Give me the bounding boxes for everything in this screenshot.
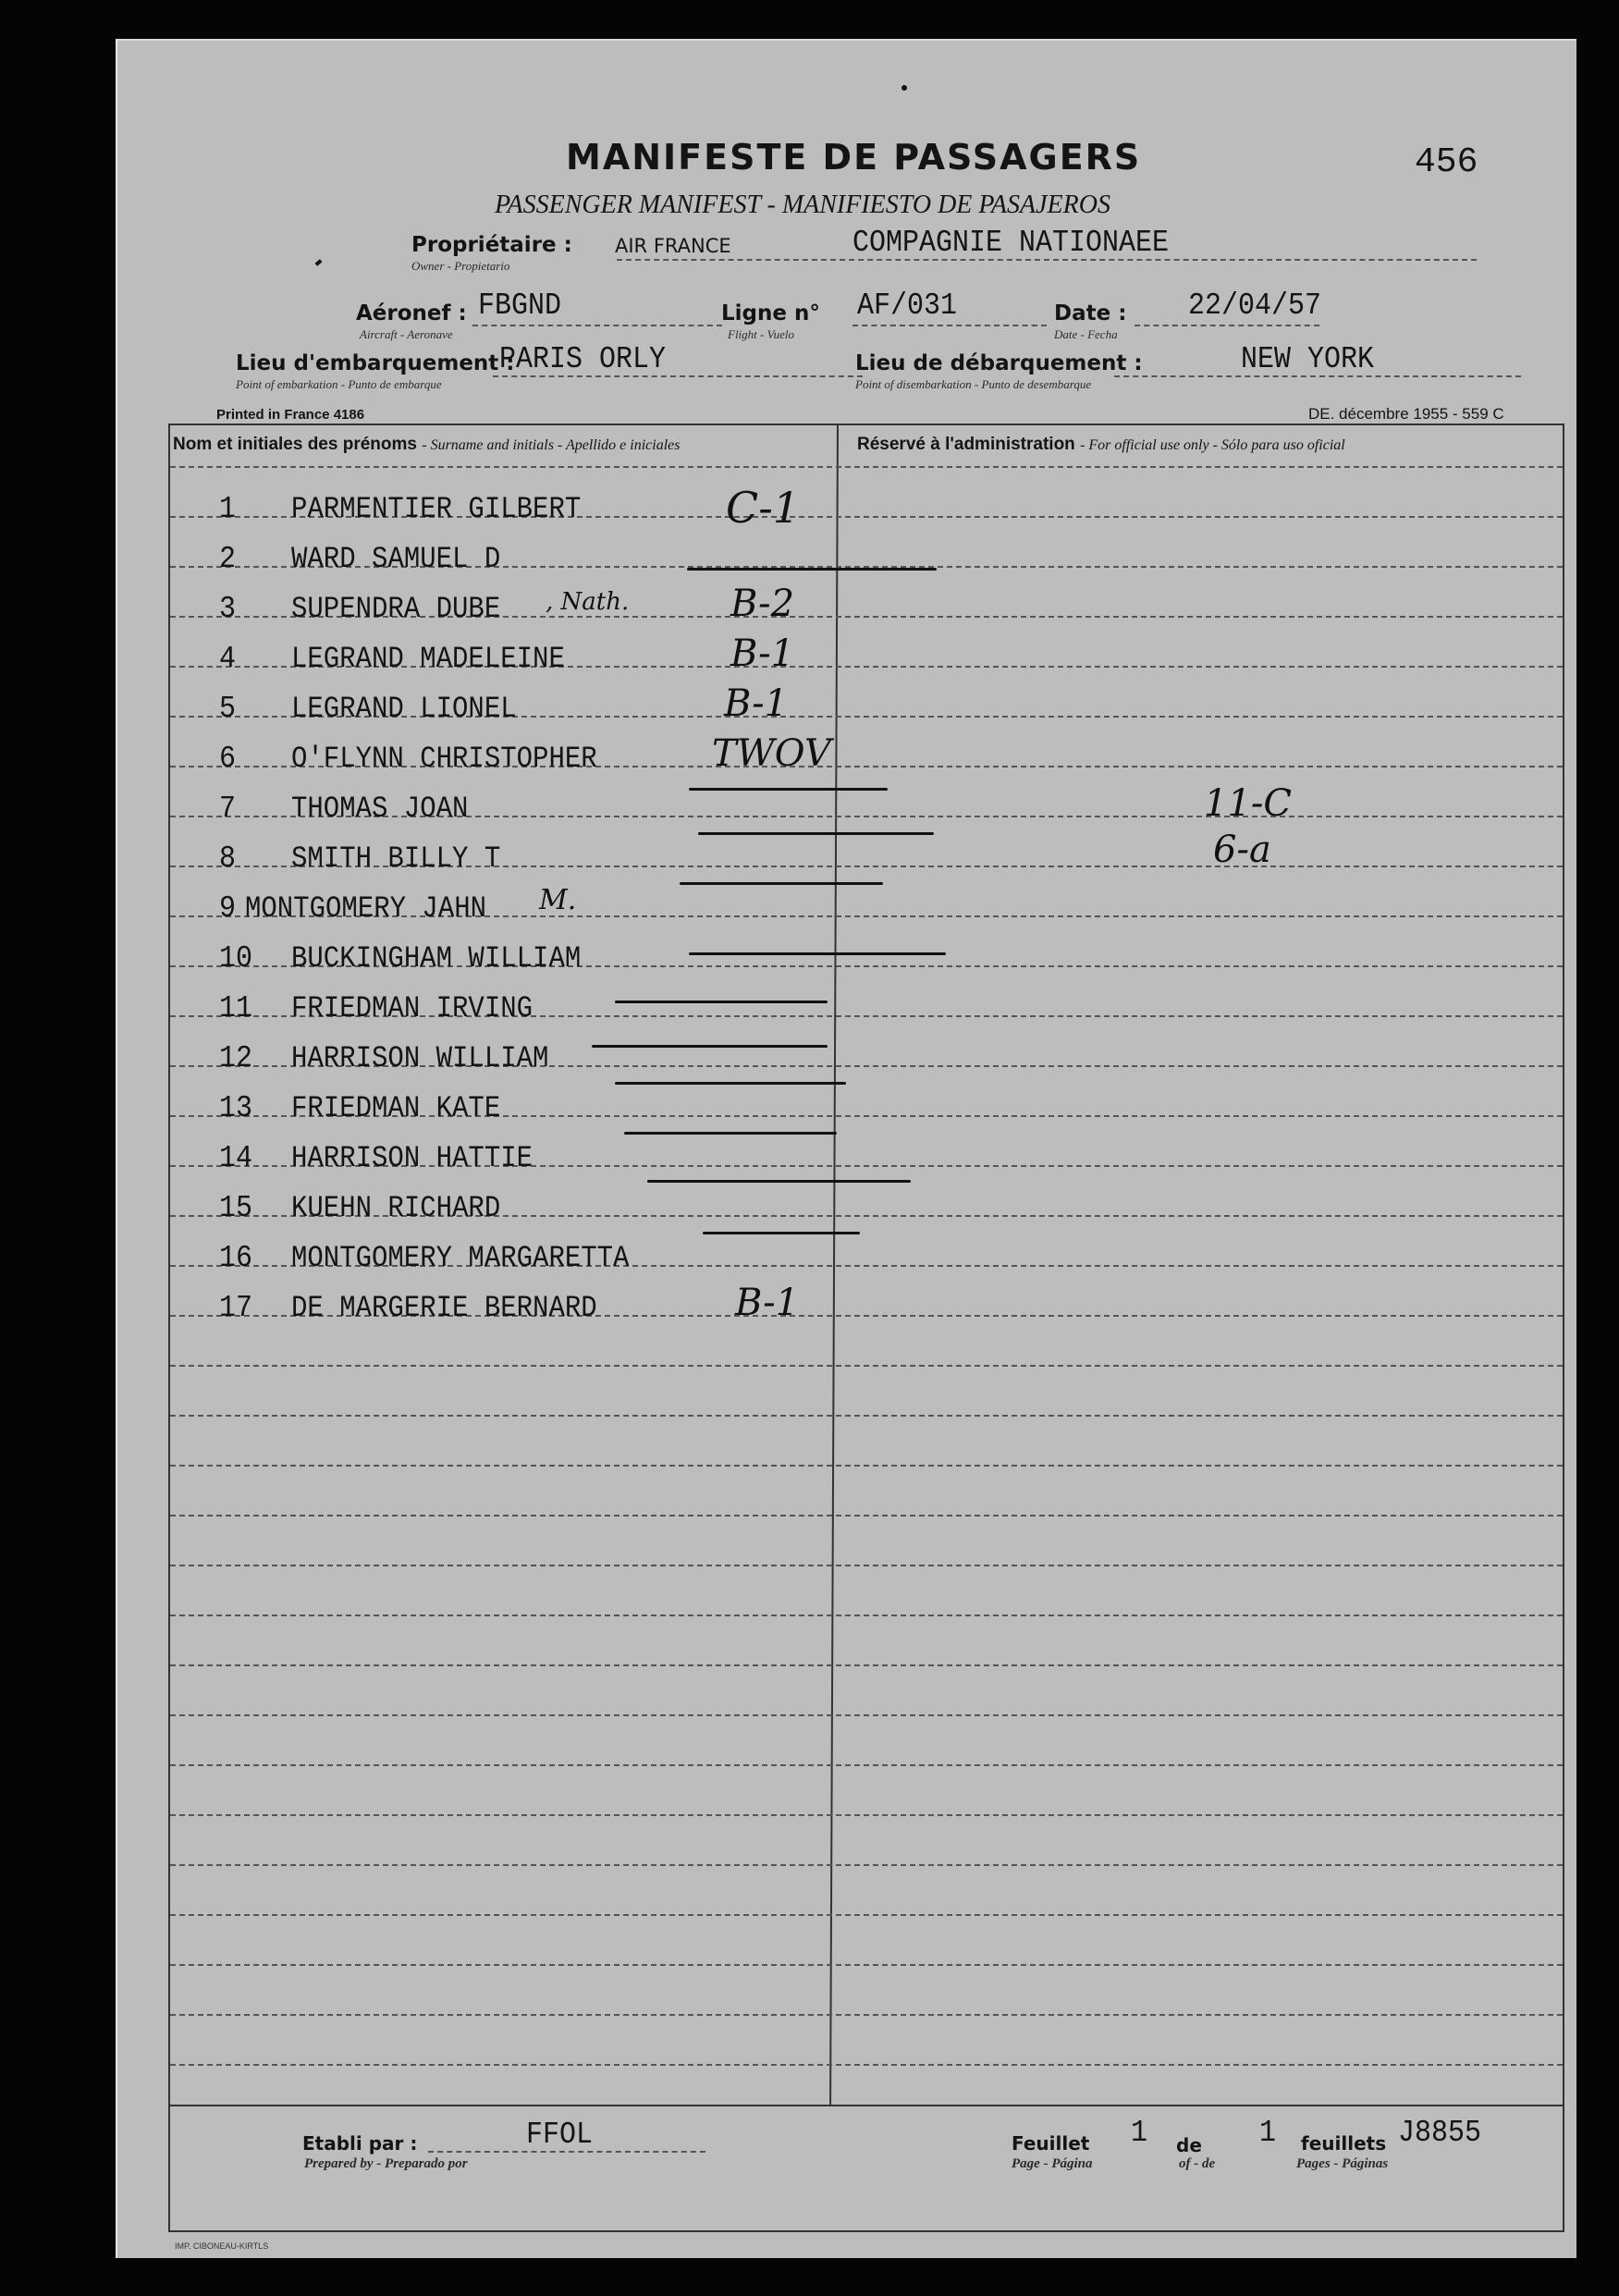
passenger-row: [171, 1282, 1556, 1332]
disembarkation-dotted-line: [1114, 375, 1521, 377]
passenger-row: [171, 583, 1556, 632]
row-number: 7: [219, 792, 237, 828]
ruled-line: [170, 1814, 1563, 1816]
page-stamp-number: 456: [1415, 142, 1478, 182]
row-number: 15: [219, 1191, 253, 1227]
flight-value: AF/031: [857, 289, 958, 325]
handwritten-dash: [689, 788, 888, 791]
handwritten-class: B-1: [730, 632, 795, 675]
date-label-sub: Date - Fecha: [1054, 327, 1118, 341]
flight-label: Ligne n°: [721, 301, 820, 325]
passenger-name: KUEHN RICHARD: [291, 1191, 501, 1225]
disembarkation-value: NEW YORK: [1241, 342, 1375, 378]
aircraft-dotted-line: [472, 325, 722, 326]
handwritten-dash: [680, 882, 883, 885]
prepared-label: Etabli par :: [302, 2132, 418, 2155]
row-number: 10: [219, 941, 253, 977]
printer-note: Printed in France 4186: [216, 407, 365, 423]
handwritten-class: C-1: [726, 483, 801, 533]
row-number: 6: [219, 742, 237, 778]
passenger-row: [171, 632, 1556, 682]
prepared-label-sub: Prepared by - Preparado por: [304, 2156, 468, 2171]
row-number: 11: [219, 991, 253, 1027]
col-name-header-rest: - Surname and initials - Apellido e iniciales: [422, 437, 681, 453]
col-admin-header: [857, 435, 1345, 455]
ruled-line: [170, 1515, 1563, 1516]
date-dotted-line: [1135, 325, 1319, 326]
passenger-name: SUPENDRA DUBE: [291, 592, 501, 626]
handwritten-dash: [615, 1082, 846, 1085]
row-number: 1: [219, 492, 237, 528]
table-right-border: [1563, 424, 1564, 2232]
passenger-name: HARRISON HATTIE: [291, 1141, 534, 1175]
of-label: de: [1176, 2134, 1202, 2156]
passenger-row: [171, 1082, 1556, 1132]
ruled-line: [170, 1714, 1563, 1716]
passenger-row: [171, 1232, 1556, 1282]
ruled-line: [170, 1864, 1563, 1866]
passenger-row: [171, 782, 1556, 832]
passenger-row: [171, 932, 1556, 982]
row-number: 2: [219, 542, 237, 578]
aircraft-label: Aéronef :: [356, 301, 467, 325]
disembarkation-label: Lieu de débarquement :: [855, 351, 1143, 375]
form-code: DE. décembre 1955 - 559 C: [1308, 405, 1504, 423]
embarkation-value: PARIS ORLY: [499, 342, 667, 378]
scan-speck: [901, 85, 907, 91]
document-subtitle: PASSENGER MANIFEST - MANIFIESTO DE PASAJEROS: [495, 190, 1110, 219]
ruled-line: [170, 1964, 1563, 1966]
pages-label: feuillets: [1301, 2132, 1387, 2155]
owner-typed: COMPAGNIE NATIONAEE: [852, 226, 1170, 262]
passenger-row: [171, 832, 1556, 882]
handwritten-dash: [647, 1180, 911, 1183]
document-title: MANIFESTE DE PASSAGERS: [566, 137, 1142, 178]
ruled-line: [170, 1615, 1563, 1616]
embarkation-dotted-line: [493, 375, 863, 377]
table-bottom-border: [168, 2105, 1564, 2106]
owner-printed: AIR FRANCE: [615, 235, 731, 257]
passenger-name: BUCKINGHAM WILLIAM: [291, 941, 582, 976]
owner-label-sub: Owner - Propietario: [411, 259, 510, 273]
passenger-name: LEGRAND MADELEINE: [291, 642, 565, 676]
passenger-row: [171, 533, 1556, 583]
ruled-line: [170, 1415, 1563, 1417]
flight-dotted-line: [852, 325, 1047, 326]
aircraft-value: FBGND: [478, 289, 562, 325]
row-number: 12: [219, 1041, 253, 1077]
handwritten-dash: [615, 1001, 828, 1003]
handwritten-class: B-1: [735, 1282, 800, 1324]
row-number: 3: [219, 592, 237, 628]
disembarkation-label-sub: Point of disembarkation - Punto de desembarque: [855, 377, 1092, 391]
row-number: 4: [219, 642, 237, 678]
admin-note: 6-a: [1213, 829, 1271, 871]
col-admin-header-bold: Réservé à l'administration: [857, 435, 1075, 454]
passenger-name: O'FLYNN CHRISTOPHER: [291, 742, 597, 776]
owner-dotted-line: [617, 259, 1477, 261]
ruled-line: [170, 1565, 1563, 1566]
of-value: 1: [1259, 2116, 1277, 2152]
col-name-header: [173, 435, 680, 455]
sheet-label: Feuillet: [1012, 2132, 1090, 2155]
reference-number: J8855: [1398, 2116, 1482, 2152]
handwritten-class: B-1: [724, 682, 789, 725]
ruled-line: [170, 1764, 1563, 1766]
handwritten-class: B-2: [730, 583, 795, 625]
passenger-name: THOMAS JOAN: [291, 792, 469, 826]
col-name-header-bold: Nom et initiales des prénoms: [173, 435, 417, 454]
passenger-name: FRIEDMAN IRVING: [291, 991, 534, 1025]
passenger-name: WARD SAMUEL D: [291, 542, 501, 576]
ruled-line: [170, 1465, 1563, 1467]
handwritten-class: TWOV: [712, 732, 831, 775]
prepared-value: FFOL: [526, 2118, 594, 2154]
row-number: 13: [219, 1091, 253, 1127]
prepared-dotted-line: [428, 2151, 705, 2153]
row-number: 17: [219, 1291, 253, 1327]
row-number: 16: [219, 1241, 253, 1277]
flight-label-sub: Flight - Vuelo: [728, 327, 794, 341]
passenger-name: FRIEDMAN KATE: [291, 1091, 501, 1125]
owner-label: Propriétaire :: [411, 233, 572, 257]
aircraft-label-sub: Aircraft - Aeronave: [360, 327, 453, 341]
passenger-row: [171, 682, 1556, 732]
sheet-label-sub: Page - Página: [1012, 2156, 1093, 2171]
handwritten-dash: [687, 568, 937, 571]
handwritten-dash: [592, 1045, 828, 1048]
passenger-name: MONTGOMERY MARGARETTA: [291, 1241, 630, 1275]
passenger-name: LEGRAND LIONEL: [291, 692, 517, 726]
ruled-line: [170, 2014, 1563, 2016]
date-label: Date :: [1054, 301, 1127, 325]
passenger-row: [171, 1132, 1556, 1182]
handwritten-dash: [703, 1232, 860, 1234]
date-value: 22/04/57: [1188, 289, 1322, 325]
footer-bottom-border: [168, 2230, 1564, 2232]
passenger-name: MONTGOMERY JAHN: [245, 891, 487, 926]
handwritten-dash: [698, 832, 934, 835]
passenger-row: [171, 982, 1556, 1032]
of-label-sub: of - de: [1179, 2156, 1216, 2171]
pages-label-sub: Pages - Páginas: [1296, 2156, 1389, 2171]
ruled-line: [170, 1664, 1563, 1666]
sheet-value: 1: [1131, 2116, 1148, 2152]
handwritten-dash: [624, 1132, 837, 1135]
col-admin-header-rest: - For official use only - Sólo para uso oficial: [1080, 437, 1345, 453]
ruled-line: [170, 2064, 1563, 2066]
passenger-row: [171, 732, 1556, 782]
admin-note: 11-C: [1204, 782, 1293, 825]
row-number: 8: [219, 841, 237, 878]
passenger-name: PARMENTIER GILBERT: [291, 492, 582, 526]
ruled-line: [170, 466, 1563, 468]
table-left-border: [168, 424, 170, 2232]
passenger-name: DE MARGERIE BERNARD: [291, 1291, 597, 1325]
passenger-row: [171, 882, 1556, 932]
row-number: 9: [219, 891, 237, 927]
handwritten-note: , Nath.: [546, 588, 630, 616]
imprint: IMP. CIBONEAU-KIRTLS: [175, 2241, 269, 2251]
handwritten-note: M.: [539, 884, 577, 916]
passenger-name: SMITH BILLY T: [291, 841, 501, 876]
ruled-line: [170, 1365, 1563, 1367]
row-number: 5: [219, 692, 237, 728]
scan-speck: [315, 259, 323, 266]
ruled-line: [170, 1914, 1563, 1916]
passenger-name: HARRISON WILLIAM: [291, 1041, 549, 1075]
table-top-border: [168, 424, 1564, 425]
embarkation-label: Lieu d'embarquement :: [236, 351, 515, 375]
passenger-row: [171, 1032, 1556, 1082]
embarkation-label-sub: Point of embarkation - Punto de embarque: [236, 377, 442, 391]
handwritten-dash: [689, 952, 946, 955]
row-number: 14: [219, 1141, 253, 1177]
passenger-row: [171, 483, 1556, 533]
manifest-sheet: [116, 39, 1576, 2258]
passenger-row: [171, 1182, 1556, 1232]
